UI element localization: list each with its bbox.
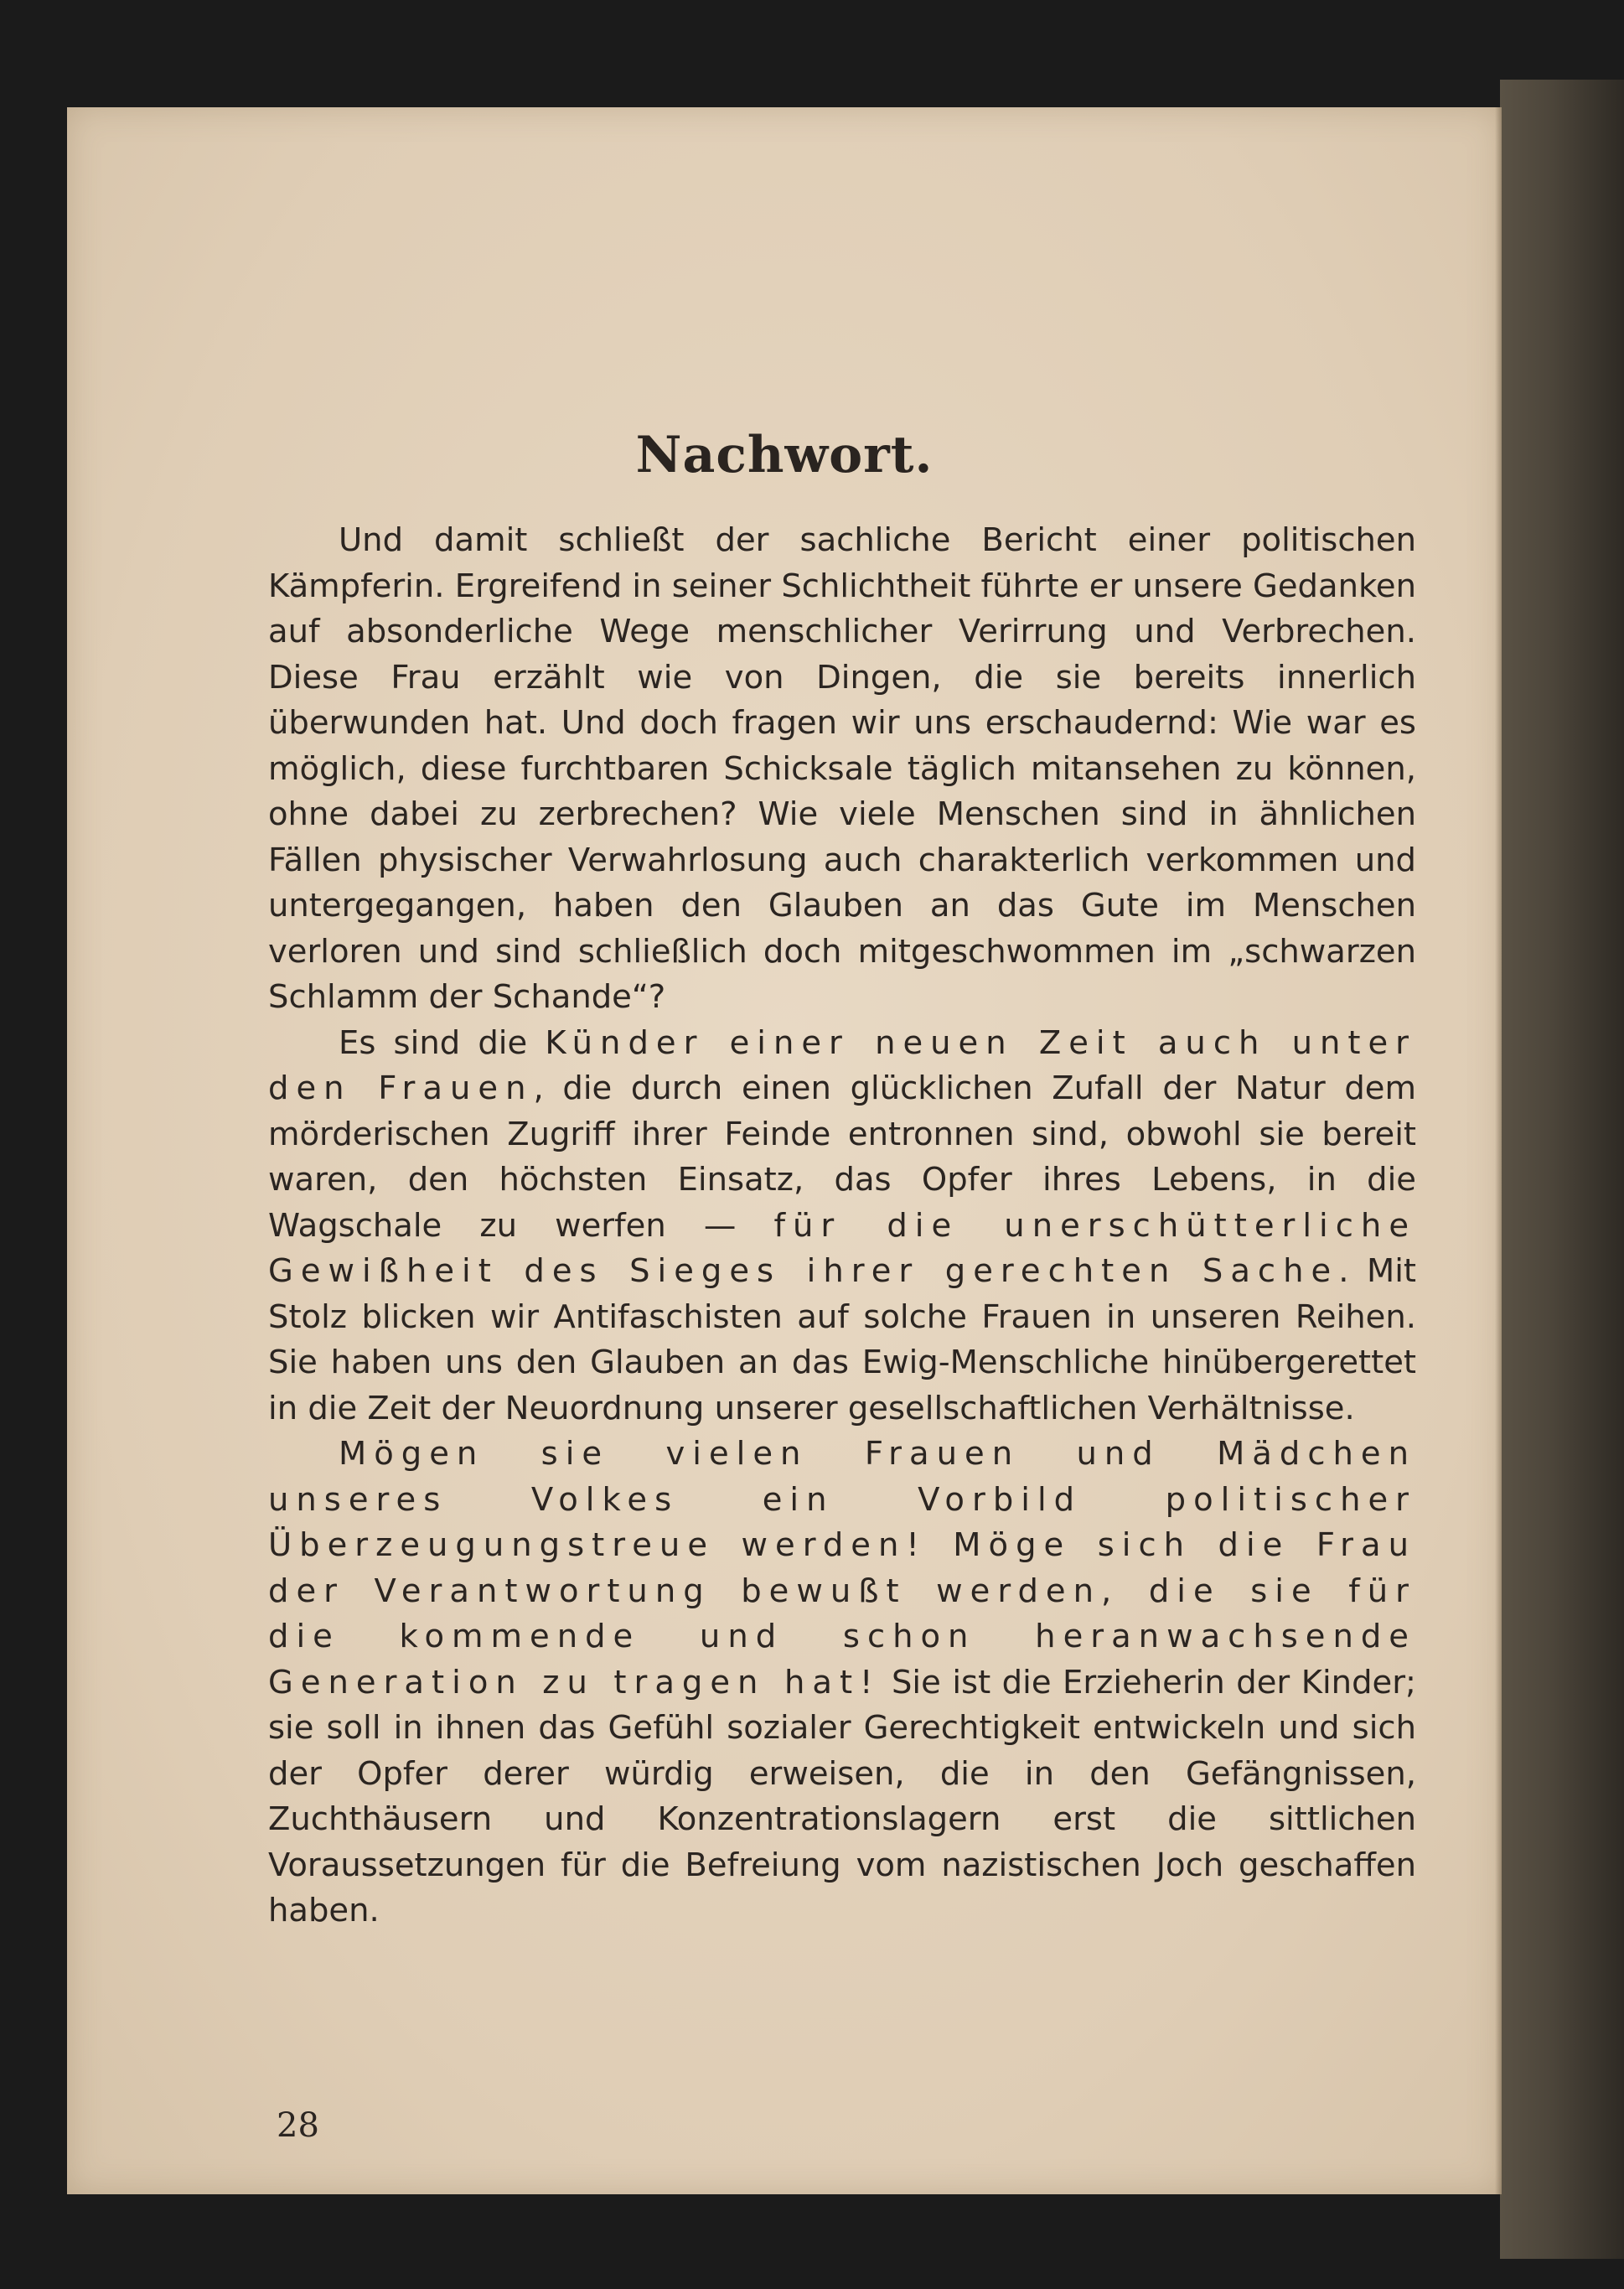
paragraph-2-segment-1: Es sind die <box>339 1023 546 1062</box>
page-title: Nachwort. <box>635 426 934 484</box>
body-text <box>268 518 1416 1934</box>
paragraph-2-segment-5: . Mit Stolz blicken wir Antifaschisten auf solche Frauen in unseren Reihen. Sie haben uns den Glauben an das Ewig-Menschliche hinübergerettet in die Zeit der Neuordnung unserer gesellschaftlichen Verhältnisse. <box>268 1252 1416 1427</box>
paragraph-2 <box>268 1021 1416 1432</box>
paragraph-2-segment-3: , die durch einen glücklichen Zufall der Natur dem mörderischen Zugriff ihrer Feinde entronnen sind, obwohl sie bereit waren, den höchsten Einsatz, das Opfer ihres Lebens, in die Wagschale zu werfen — <box>268 1069 1416 1245</box>
paragraph-2-spaced-emphasis-1: Künder einer neuen Zeit auch unter den Frauen <box>268 1023 1416 1107</box>
paragraph-1-segment-1: Und damit schließt der sachliche Bericht einer politischen Kämpferin. Ergreifend in seiner Schlichtheit führte er unsere Gedanken auf absonderliche Wege menschlicher Verirrung und Verbrechen. Diese Frau erzählt wie von Dingen, die sie bereits innerlich überwunden hat. Und doch fragen wir uns erschaudernd: Wie war es möglich, diese furchtbaren Schicksale täglich mitansehen zu können, ohne dabei zu zerbrechen? Wie viele Menschen sind in ähnlichen Fällen physischer Verwahrlosung auch charakterlich verkommen und untergegangen, haben den Glauben an das Gute im Menschen verloren und sind schließlich doch mitgeschwommen im „schwarzen Schlamm der Schande“? <box>268 521 1416 1016</box>
page-edge-shadow <box>1495 107 1502 2194</box>
page-number: 28 <box>277 2106 319 2145</box>
paragraph-3-spaced-emphasis: Mögen sie vielen Frauen und Mädchen unseres Volkes ein Vorbild politischer Überzeugungstreue werden! Möge sich die Frau der Verantwortung bewußt werden, die sie für die kommende und schon heranwachsende Generation zu tragen hat! <box>268 1435 1416 1701</box>
book-page <box>67 107 1502 2194</box>
paragraph-3-segment-2: Sie ist die Erzieherin der Kinder; sie soll in ihnen das Gefühl sozialer Gerechtigkeit entwickeln und sich der Opfer derer würdig erweisen, die in den Gefängnissen, Zuchthäusern und Konzentrationslagern erst die sittlichen Voraussetzungen für die Befreiung vom nazistischen Joch geschaffen haben. <box>268 1663 1417 1929</box>
paragraph-1 <box>268 518 1416 1021</box>
background-book-cover <box>1500 80 1624 2259</box>
paragraph-3 <box>268 1432 1416 1934</box>
paragraph-2-spaced-emphasis-2: für die unerschütterliche Gewißheit des Sieges ihrer gerechten Sache <box>268 1206 1417 1290</box>
